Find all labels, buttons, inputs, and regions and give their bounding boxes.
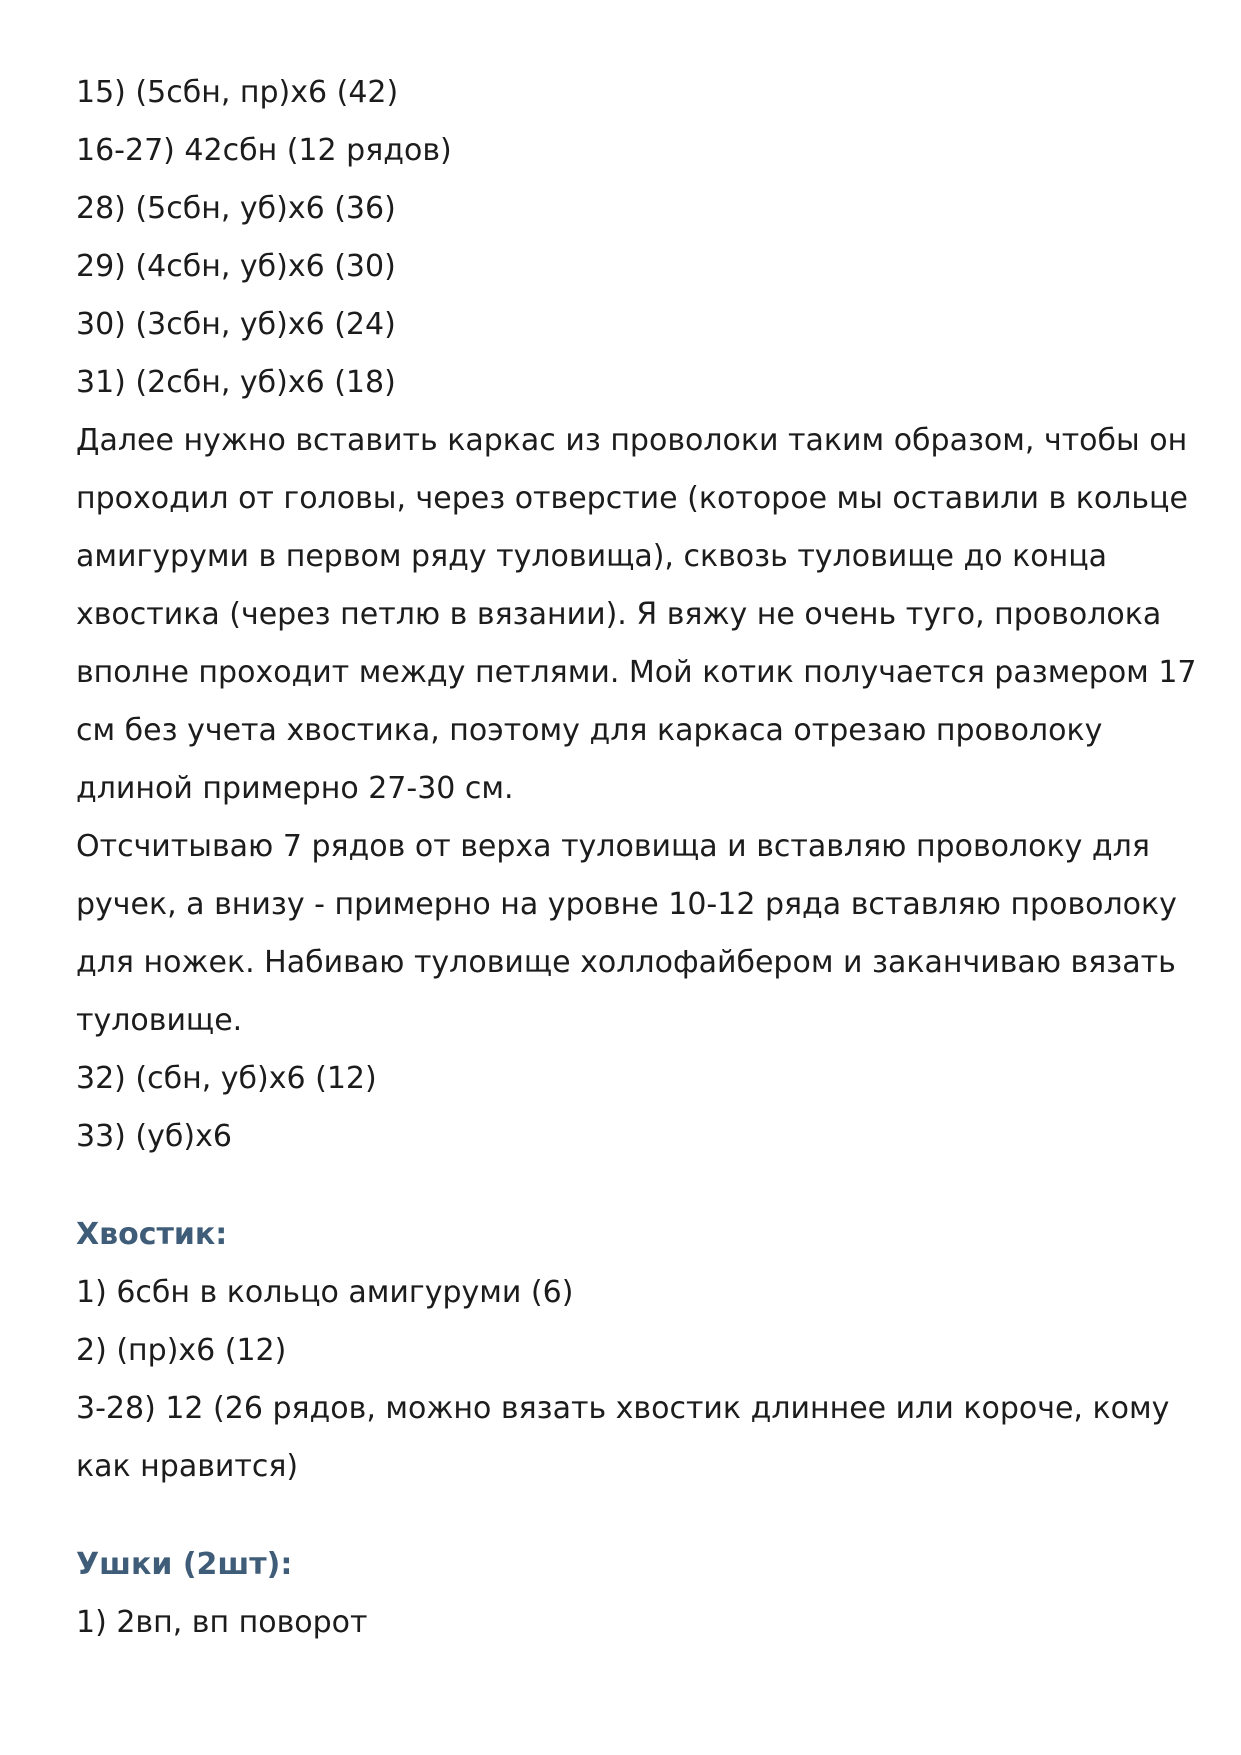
paragraph-line: для ножек. Набиваю туловище холлофайбером и заканчиваю вязать bbox=[76, 945, 1176, 980]
paragraph-line: как нравится) bbox=[76, 1449, 299, 1484]
tail-section bbox=[76, 1206, 1186, 1496]
tail-row-2: 2) (пр)х6 (12) bbox=[76, 1333, 287, 1368]
document-page bbox=[76, 64, 1197, 1652]
row-16-27: 16-27) 42сбн (12 рядов) bbox=[76, 133, 452, 168]
row-31: 31) (2сбн, уб)х6 (18) bbox=[76, 365, 396, 400]
tail-row-3-28 bbox=[76, 1380, 1176, 1496]
rows-top bbox=[76, 64, 1186, 412]
paragraph-line: вполне проходит между петлями. Мой котик получается размером 17 bbox=[76, 655, 1197, 690]
ears-section bbox=[76, 1536, 1186, 1652]
row-28: 28) (5сбн, уб)х6 (36) bbox=[76, 191, 396, 226]
paragraph-line: см без учета хвостика, поэтому для каркаса отрезаю проволоку bbox=[76, 713, 1103, 748]
row-15: 15) (5сбн, пр)х6 (42) bbox=[76, 75, 399, 110]
row-33: 33) (уб)х6 bbox=[76, 1119, 232, 1154]
row-30: 30) (3сбн, уб)х6 (24) bbox=[76, 307, 396, 342]
ears-heading: Ушки (2шт): bbox=[76, 1547, 293, 1582]
tail-row-1: 1) 6сбн в кольцо амигуруми (6) bbox=[76, 1275, 574, 1310]
ears-row-1: 1) 2вп, вп поворот bbox=[76, 1605, 368, 1640]
paragraph-line: Отсчитываю 7 рядов от верха туловища и вставляю проволоку для bbox=[76, 829, 1150, 864]
paragraph-line: туловище. bbox=[76, 1003, 243, 1038]
paragraph-line: длиной примерно 27-30 см. bbox=[76, 771, 514, 806]
paragraph-line: ручек, а внизу - примерно на уровне 10-12 ряда вставляю проволоку bbox=[76, 887, 1177, 922]
section-gap bbox=[76, 1166, 1186, 1206]
paragraph-line: Далее нужно вставить каркас из проволоки таким образом, чтобы он bbox=[76, 423, 1188, 458]
paragraph-line: проходил от головы, через отверстие (которое мы оставили в кольце bbox=[76, 481, 1188, 516]
arms-legs-paragraph bbox=[76, 818, 1176, 1050]
rows-end bbox=[76, 1050, 1186, 1166]
section-gap bbox=[76, 1496, 1186, 1536]
row-29: 29) (4сбн, уб)х6 (30) bbox=[76, 249, 396, 284]
row-32: 32) (сбн, уб)х6 (12) bbox=[76, 1061, 377, 1096]
wire-frame-paragraph bbox=[76, 412, 1197, 818]
paragraph-line: амигуруми в первом ряду туловища), сквозь туловище до конца bbox=[76, 539, 1108, 574]
paragraph-line: 3-28) 12 (26 рядов, можно вязать хвостик длиннее или короче, кому bbox=[76, 1391, 1170, 1426]
tail-heading: Хвостик: bbox=[76, 1217, 228, 1252]
paragraph-line: хвостика (через петлю в вязании). Я вяжу не очень туго, проволока bbox=[76, 597, 1162, 632]
